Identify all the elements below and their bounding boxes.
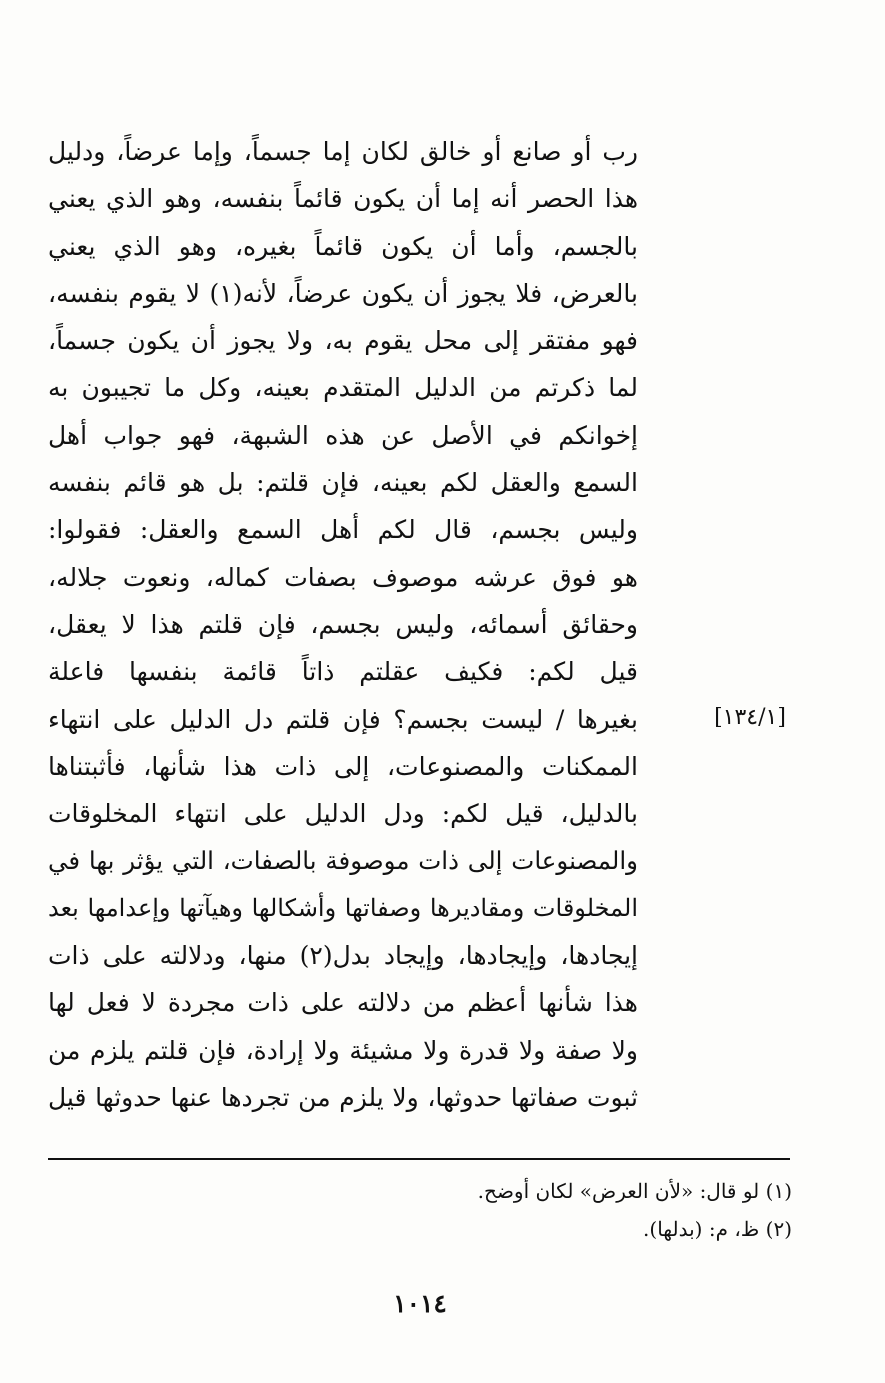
text-line: وحقائق أسمائه، وليس بجسم، فإن قلتم هذا لا يعقل، [48, 609, 638, 639]
text-line: بالجسم، وأما أن يكون قائماً بغيره، وهو الذي يعني [48, 231, 638, 261]
footnote-separator [48, 1158, 790, 1160]
footnote-1: (١) لو قال: «لأن العرض» لكان أوضح. [477, 1179, 792, 1203]
text-line: الممكنات والمصنوعات، إلى ذات هذا شأنها، فأثبتناها [48, 751, 638, 781]
text-line: هذا الحصر أنه إما أن يكون قائماً بنفسه، وهو الذي يعني [48, 184, 638, 214]
text-line: ثبوت صفاتها حدوثها، ولا يلزم من تجردها عنها حدوثها قيل [48, 1082, 638, 1112]
manuscript-folio-reference: [١٣٤/١] [714, 705, 786, 730]
text-line: إيجادها، وإيجادها، وإيجاد بدل(٢) منها، ودلالته على ذات [48, 941, 638, 971]
text-line: المخلوقات ومقاديرها وصفاتها وأشكالها وهيآتها وإعدامها بعد [48, 893, 638, 922]
text-line: رب أو صانع أو خالق لكان إما جسماً، وإما عرضاً، ودليل [48, 137, 638, 166]
text-line: ولا صفة ولا قدرة ولا مشيئة ولا إرادة، فإن قلتم يلزم من [48, 1035, 638, 1065]
text-line: السمع والعقل لكم بعينه، فإن قلتم: بل هو قائم بنفسه [48, 468, 638, 498]
page-number: ١٠١٤ [393, 1289, 447, 1318]
text-line: وليس بجسم، قال لكم أهل السمع والعقل: فقولوا: [48, 515, 638, 545]
text-line: هذا شأنها أعظم من دلالته على ذات مجردة لا فعل لها [48, 988, 638, 1018]
text-line: بغيرها / ليست بجسم؟ فإن قلتم دل الدليل على انتهاء [48, 704, 638, 734]
text-line: بالعرض، فلا يجوز أن يكون عرضاً، لأنه(١) لا يقوم بنفسه، [48, 278, 638, 308]
text-line: قيل لكم: فكيف عقلتم ذاتاً قائمة بنفسها فاعلة [48, 657, 638, 687]
text-line: والمصنوعات إلى ذات موصوفة بالصفات، التي يؤثر بها في [48, 846, 638, 876]
text-line: بالدليل، قيل لكم: ودل الدليل على انتهاء المخلوقات [48, 799, 638, 829]
text-line: إخوانكم في الأصل عن هذه الشبهة، فهو جواب أهل [48, 420, 638, 450]
text-line: لما ذكرتم من الدليل المتقدم بعينه، وكل ما تجيبون به [48, 373, 638, 403]
main-text-block [48, 128, 638, 1121]
footnote-2: (٢) ظ، م: (بدلها). [643, 1217, 792, 1241]
text-line: فهو مفتقر إلى محل يقوم به، ولا يجوز أن يكون جسماً، [48, 326, 638, 356]
text-line: هو فوق عرشه موصوف بصفات كماله، ونعوت جلاله، [48, 562, 638, 592]
footnotes [300, 1172, 792, 1248]
